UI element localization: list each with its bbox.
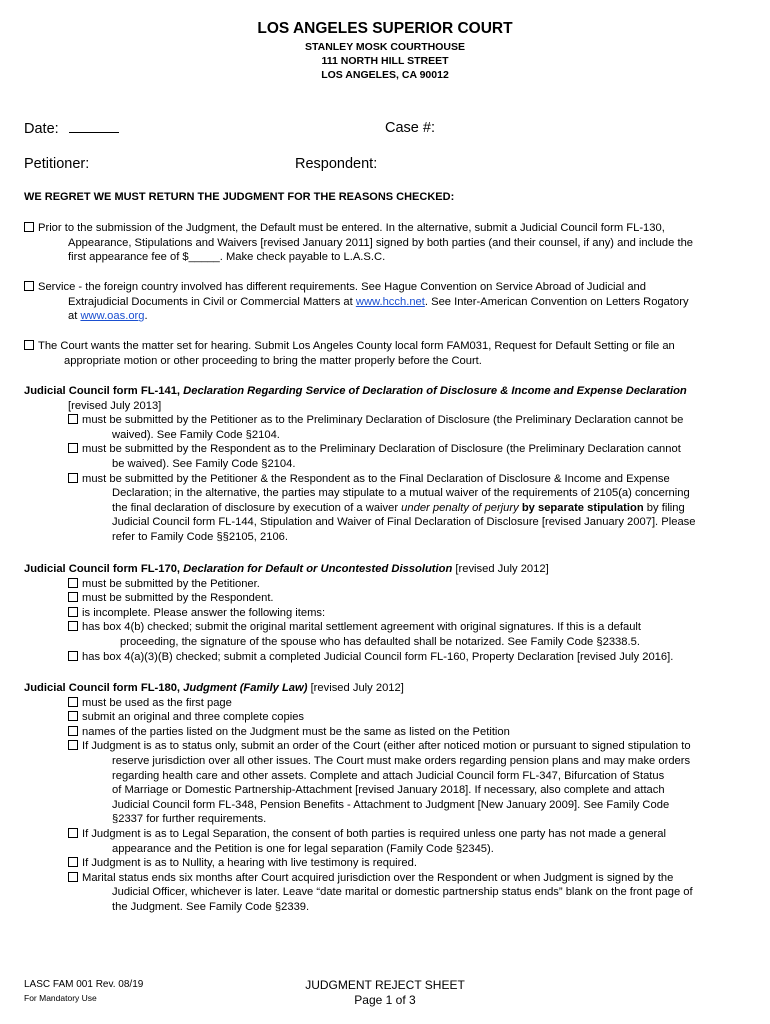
item-text: appearance and the Petition is one for legal separation (Family Code §2345). (112, 842, 494, 855)
checkbox[interactable] (68, 443, 78, 453)
item-text: proceeding, the signature of the spouse who has defaulted shall be notarized. See Family Code §2338.5. (120, 635, 640, 648)
respondent-label: Respondent: (295, 156, 378, 172)
item-text: Judicial Council form FL-348, Pension Benefits - Attachment to Judgment [New January 2009]. See Family Code (112, 798, 670, 811)
court-name: LOS ANGELES SUPERIOR COURT (257, 20, 513, 37)
revised-date: [revised July 2013] (68, 399, 162, 412)
checkbox[interactable] (68, 621, 78, 631)
item-text: If Judgment is as to Nullity, a hearing with live testimony is required. (82, 857, 417, 870)
item-text: is incomplete. Please answer the following items: (82, 606, 326, 619)
general-item-hearing (24, 339, 750, 368)
checkbox[interactable] (68, 828, 78, 838)
revised-date: [revised July 2012] (307, 682, 404, 694)
form-id: LASC FAM 001 Rev. 08/19 (24, 979, 144, 990)
courthouse-name: STANLEY MOSK COURTHOUSE (304, 41, 466, 53)
checkbox[interactable] (24, 281, 34, 291)
checkbox[interactable] (24, 340, 34, 350)
general-item-default (24, 221, 750, 265)
heading-prefix: Judicial Council form FL-170, (24, 563, 184, 575)
item-text: the final declaration of disclosure by execution of a waiver (112, 501, 402, 514)
oas-link[interactable]: www.oas.org (80, 310, 145, 323)
fl141-heading (24, 384, 750, 399)
item-text: Appearance, Stipulations and Waivers [revised January 2011] signed by both parties (and their counsel, if any) and include the (68, 236, 694, 249)
item-text: Judicial Officer, whichever is later. Leave “date marital or domestic partnership status ends” blank on the front page of (112, 886, 693, 899)
item-text: If Judgment is as to Legal Separation, the consent of both parties is required unless one party has not made a general (82, 827, 666, 840)
section-fl170 (24, 562, 750, 664)
item-text: . (144, 310, 148, 323)
checkbox[interactable] (68, 726, 78, 736)
item-text: Prior to the submission of the Judgment, the Default must be entered. In the alternative, submit a Judicial Council form FL-130, (38, 222, 665, 234)
checkbox[interactable] (68, 857, 78, 867)
item-text: Marital status ends six months after Court acquired jurisdiction over the Respondent or when Judgment is signed by the (82, 871, 674, 884)
item-text: submit an original and three complete copies (82, 711, 305, 724)
item-text: names of the parties listed on the Judgment must be the same as listed on the Petition (82, 725, 510, 738)
courthouse-street: 111 NORTH HILL STREET (321, 55, 449, 67)
item-text: by filing (643, 501, 685, 514)
item-text: by separate stipulation (518, 501, 644, 514)
checkbox[interactable] (68, 740, 78, 750)
fl170-heading (24, 562, 750, 577)
heading-title: Judgment (Family Law) (183, 682, 308, 694)
hcch-link[interactable]: www.hcch.net (355, 295, 425, 308)
mandatory-use: For Mandatory Use (24, 993, 97, 1003)
checkbox[interactable] (68, 651, 78, 661)
item-text: regarding health care and other assets. Complete and attach Judicial Council form FL-347, Bifurcation of Status (112, 769, 665, 782)
item-text: Service - the foreign country involved has different requirements. See Hague Convention on Service Abroad of Judicial and (38, 281, 647, 293)
item-text: appropriate motion or other proceeding to bring the matter properly before the Court. (64, 354, 482, 367)
checkbox[interactable] (68, 473, 78, 483)
item-text: If Judgment is as to status only, submit an order of the Court (either after noticed motion or pursuant to signed stipulation to (82, 740, 691, 753)
item-text: must be used as the first page (82, 696, 232, 709)
page-number: Page 1 of 3 (354, 993, 416, 1007)
footer-title: JUDGMENT REJECT SHEET (305, 978, 465, 992)
petitioner-label: Petitioner: (24, 156, 90, 172)
item-text: reserve jurisdiction over all other issues. The Court must make orders regarding pension plans and may make orders (112, 754, 691, 767)
date-field (24, 120, 119, 137)
revised-date: [revised July 2012] (452, 563, 549, 575)
item-text: at (68, 310, 81, 323)
section-fl141 (24, 384, 750, 545)
item-text: refer to Family Code §§2105, 2106. (112, 530, 288, 543)
item-text: must be submitted by the Petitioner & the Respondent as to the Final Declaration of Disclosure & Income and Expense (82, 472, 670, 485)
item-text: The Court wants the matter set for hearing. Submit Los Angeles County local form FAM031, Request for Default Setting or file an (38, 340, 675, 352)
item-text: has box 4(a)(3)(B) checked; submit a completed Judicial Council form FL-160, Property Declaration [revised July 2016]. (82, 650, 674, 663)
regret-heading: WE REGRET WE MUST RETURN THE JUDGMENT FOR THE REASONS CHECKED: (24, 191, 455, 203)
item-text: the Judgment. See Family Code §2339. (112, 900, 310, 913)
checkbox[interactable] (68, 697, 78, 707)
heading-title: Declaration for Default or Uncontested Dissolution (183, 563, 453, 575)
item-text: must be submitted by the Respondent. (82, 592, 274, 605)
checkbox[interactable] (68, 578, 78, 588)
heading-prefix: Judicial Council form FL-141, (24, 385, 184, 397)
date-label: Date: (24, 121, 59, 137)
item-text: waived). See Family Code §2104. (112, 428, 280, 441)
fl180-heading (24, 681, 750, 696)
heading-prefix: Judicial Council form FL-180, (24, 682, 184, 694)
heading-title: Declaration Regarding Service of Declaration of Disclosure & Income and Expense Declaration (183, 385, 687, 397)
item-text: §2337 for further requirements. (112, 813, 267, 826)
item-text: Extrajudicial Documents in Civil or Commercial Matters at (68, 295, 356, 308)
date-blank[interactable] (69, 120, 119, 133)
item-text: under penalty of perjury (401, 501, 519, 514)
item-text: . See Inter-American Convention on Letters Rogatory (424, 295, 689, 308)
case-number-label: Case #: (385, 120, 435, 136)
checkbox[interactable] (68, 872, 78, 882)
item-text: must be submitted by the Petitioner as to the Preliminary Declaration of Disclosure (the Preliminary Declaration cannot be (82, 414, 684, 427)
item-text: Judicial Council form FL-144, Stipulation and Waiver of Final Declaration of Disclosure [revised January 2007]. Please (112, 516, 696, 529)
item-text: first appearance fee of $_____. Make check payable to L.A.S.C. (68, 251, 386, 264)
item-text: Declaration; in the alternative, the parties may stipulate to a mutual waiver of the requirements of 2105(a) concerning (112, 487, 690, 500)
checkbox[interactable] (68, 607, 78, 617)
item-text: of Marriage or Domestic Partnership-Attachment [revised January 2018]. If necessary, also complete and attach (112, 784, 665, 797)
item-text: must be submitted by the Respondent as to the Preliminary Declaration of Disclosure (the Preliminary Declaration cannot (82, 443, 681, 456)
checkbox[interactable] (68, 711, 78, 721)
courthouse-city: LOS ANGELES, CA 90012 (321, 69, 449, 81)
general-item-service (24, 280, 750, 324)
item-text: has box 4(b) checked; submit the original marital settlement agreement with original signatures. If this is a default (82, 621, 642, 634)
checkbox[interactable] (68, 414, 78, 424)
checkbox[interactable] (24, 222, 34, 232)
item-text: must be submitted by the Petitioner. (82, 577, 260, 590)
checkbox[interactable] (68, 592, 78, 602)
item-text: be waived). See Family Code §2104. (112, 457, 296, 470)
section-fl180 (24, 681, 750, 915)
